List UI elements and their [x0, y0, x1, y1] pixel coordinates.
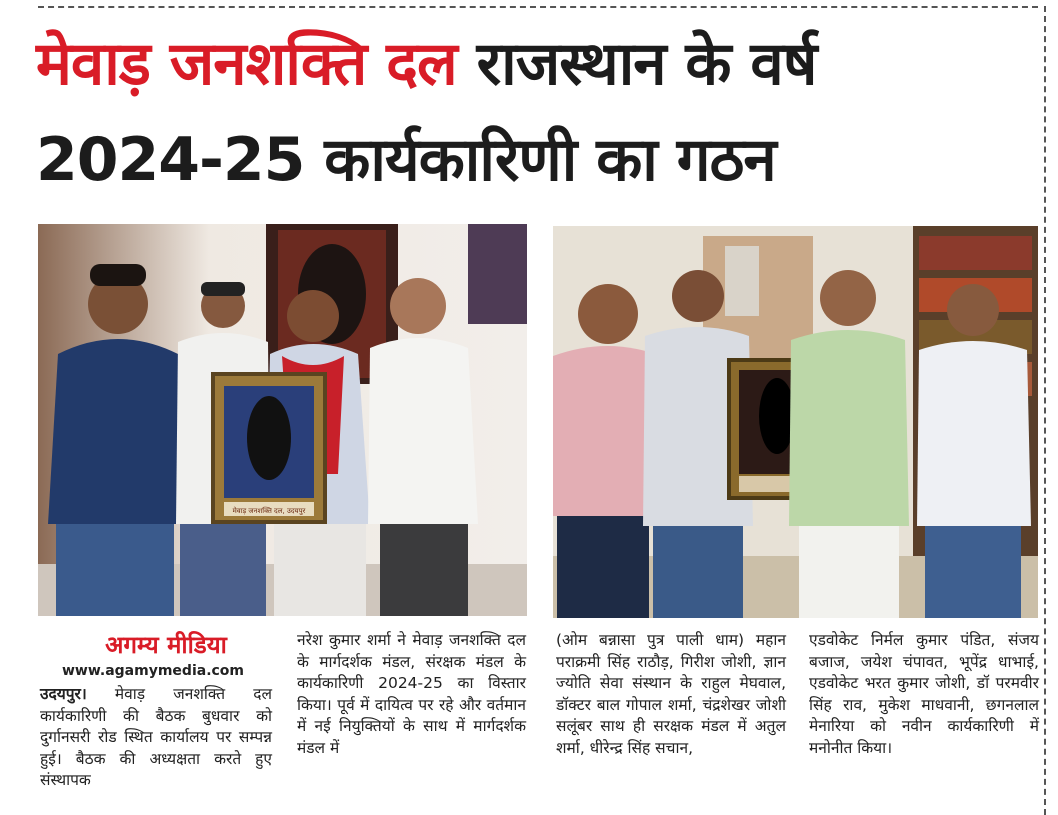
photo-right — [553, 226, 1038, 618]
frame-caption: मेवाड़ जनशक्ति दल, उदयपुर — [232, 507, 306, 515]
article-column-4: एडवोकेट निर्मल कुमार पंडित, संजय बजाज, जयेश चंपावत, भूपेंद्र धाभाई, एडवोकेट भरत कुमार जोशी, डॉ परमवीर सिंह राव, मुकेश माधवानी, छगनलाल मेनारिया को नवीन कार्यकारिणी में मनोनीत किया। — [809, 631, 1039, 757]
headline-line-2: 2024-25 कार्यकारिणी का गठन — [36, 125, 776, 195]
headline-black-text: राजस्थान के वर्ष — [476, 29, 817, 99]
article-column-1 — [40, 684, 272, 792]
article-column-2: नरेश कुमार शर्मा ने मेवाड़ जनशक्ति दल के मार्गदर्शक मंडल, संरक्षक मंडल के कार्यकारिणी 2024-25 का विस्तार किया। पूर्व में दायित्व पर रहे और वर्तमान में नई नियुक्तियों के साथ में मार्गदर्शक मंडल में — [297, 631, 526, 757]
photo-left — [38, 224, 527, 616]
headline-red-text: मेवाड़ जनशक्ति दल — [36, 29, 457, 99]
headline-line-1 — [36, 22, 816, 106]
photo-right-illustration — [553, 226, 1038, 618]
top-dashed-border — [38, 6, 1038, 8]
article-column-3: (ओम बन्नासा पुत्र पाली धाम) महान पराक्रमी सिंह राठौड़, गिरीश जोशी, ज्ञान ज्योति सेवा संस्थान के राहुल मेघवाल, डॉक्टर बाल गोपाल शर्मा, चंद्रशेखर जोशी सलूंबर साथ ही सरक्षक मंडल में अतुल शर्मा, धीरेन्द्र सिंह सचान, — [556, 631, 786, 757]
masthead-url: www.agamymedia.com — [61, 663, 245, 679]
right-dashed-border — [1044, 6, 1046, 815]
masthead-title: अगम्य मीडिया — [105, 631, 227, 659]
dateline: उदयपुर। — [40, 685, 87, 703]
article-column-1-text: मेवाड़ जनशक्ति दल कार्यकारिणी की बैठक बुधवार को दुर्गानसरी रोड स्थित कार्यालय पर सम्पन्न हुई। बैठक की अध्यक्षता करते हुए संस्थापक — [40, 685, 272, 789]
photo-left-illustration — [38, 224, 527, 616]
